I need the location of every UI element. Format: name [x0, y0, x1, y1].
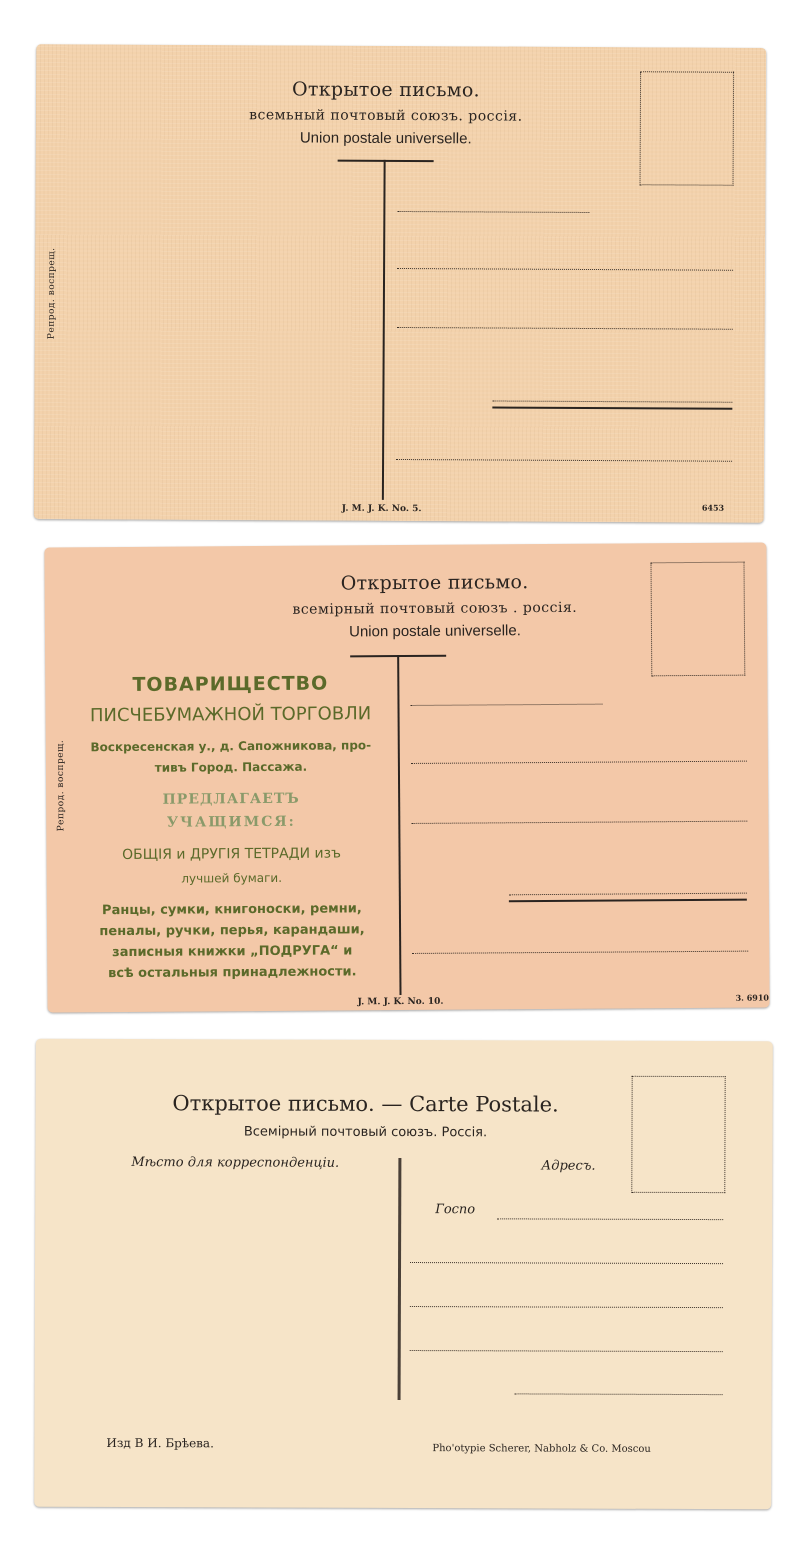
card1-address-line-1	[397, 211, 589, 213]
card2-ad-line-8: лучшей бумаги.	[181, 870, 283, 886]
card2-footer: J. M. J. K. No. 10.	[357, 996, 444, 1008]
card1-title: Открытое письмо.	[292, 78, 480, 102]
card1-address-solid	[492, 406, 732, 409]
card2-latin: Union postale universelle.	[349, 622, 521, 641]
card2-title: Открытое письмо.	[340, 571, 529, 595]
card2-ad-line-6: УЧАЩИМСЯ:	[166, 813, 296, 831]
card1-address-line-4	[492, 400, 732, 402]
card3-subtitle: Всемірный почтовый союзъ. Россія.	[243, 1124, 488, 1141]
card3-printer: Pho'otypie Scherer, Nabholz & Co. Moscou	[432, 1443, 651, 1455]
card2-number: 3. 6910	[735, 992, 769, 1003]
card3-divider	[398, 1158, 402, 1400]
card2-address-line-4	[509, 893, 747, 896]
card3-address-line-5	[515, 1393, 723, 1395]
card2-address-line-1	[410, 704, 602, 706]
card3-address-label: Адресъ.	[541, 1158, 596, 1174]
card1-latin: Union postale universelle.	[299, 129, 472, 148]
card2-ad-line-7: ОБЩІЯ и ДРУГІЯ ТЕТРАДИ изъ	[122, 845, 341, 863]
card1-divider	[382, 160, 386, 500]
card1-side-mark: Репрод. воспрещ.	[46, 247, 58, 340]
card2-address-line-5	[412, 951, 748, 954]
card2-ad-line-9: Ранцы, сумки, книгоноски, ремни,	[101, 901, 362, 919]
postcard-2	[44, 542, 769, 1012]
card2-ad-line-3: Воскресенская у., д. Сапожникова, про-	[90, 738, 372, 755]
card3-address-line-1	[497, 1218, 723, 1220]
postcard-1	[34, 44, 766, 523]
card3-publisher: Изд В И. Брѣева.	[106, 1435, 214, 1451]
card1-footer: J. M. J. K. No. 5.	[341, 503, 422, 515]
postcard-3	[34, 1039, 773, 1510]
card3-address-line-4	[410, 1350, 723, 1352]
card1-subtitle: всемьный почтовый союзъ. россія.	[249, 107, 523, 125]
card2-ad-line-12: всѣ остальныя принадлежности.	[108, 964, 357, 982]
card2-ad-line-2: ПИСЧЕБУМАЖНОЙ ТОРГОВЛИ	[89, 703, 372, 727]
card2-ad-line-4: тивъ Город. Пассажа.	[154, 759, 308, 775]
card3-address-line-3	[410, 1306, 723, 1308]
card3-gospo-label: Госпо	[435, 1202, 476, 1218]
card2-subtitle: всемірный почтовый союзъ . россія.	[292, 599, 578, 618]
card1-number: 6453	[701, 502, 725, 513]
card2-ad-line-11: записныя книжки „ПОДРУГА“ и	[112, 943, 353, 961]
card1-address-line-2	[397, 268, 733, 271]
card2-address-line-3	[411, 821, 747, 824]
card1-address-line-3	[397, 327, 733, 330]
card2-divider	[397, 655, 401, 995]
card3-stamp-box	[631, 1076, 725, 1193]
card3-address-line-2	[410, 1262, 723, 1264]
card1-address-line-5	[396, 459, 732, 462]
card3-title: Открытое письмо. — Carte Postale.	[172, 1091, 559, 1117]
card1-stamp-box	[640, 71, 735, 185]
card2-ad-line-10: пеналы, ручки, перья, карандаши,	[99, 922, 365, 940]
card2-ad-line-5: ПРЕДЛАГАЕТЪ	[162, 790, 300, 808]
card2-stamp-box	[651, 562, 746, 677]
card2-ad-line-1: ТОВАРИЩЕСТВО	[132, 672, 329, 696]
card3-correspondence-label: Мѣсто для корреспонденціи.	[131, 1155, 340, 1171]
card2-side-mark: Репрод. воспрещ.	[55, 739, 67, 832]
card2-address-solid	[509, 899, 747, 903]
card2-address-line-2	[411, 761, 747, 764]
